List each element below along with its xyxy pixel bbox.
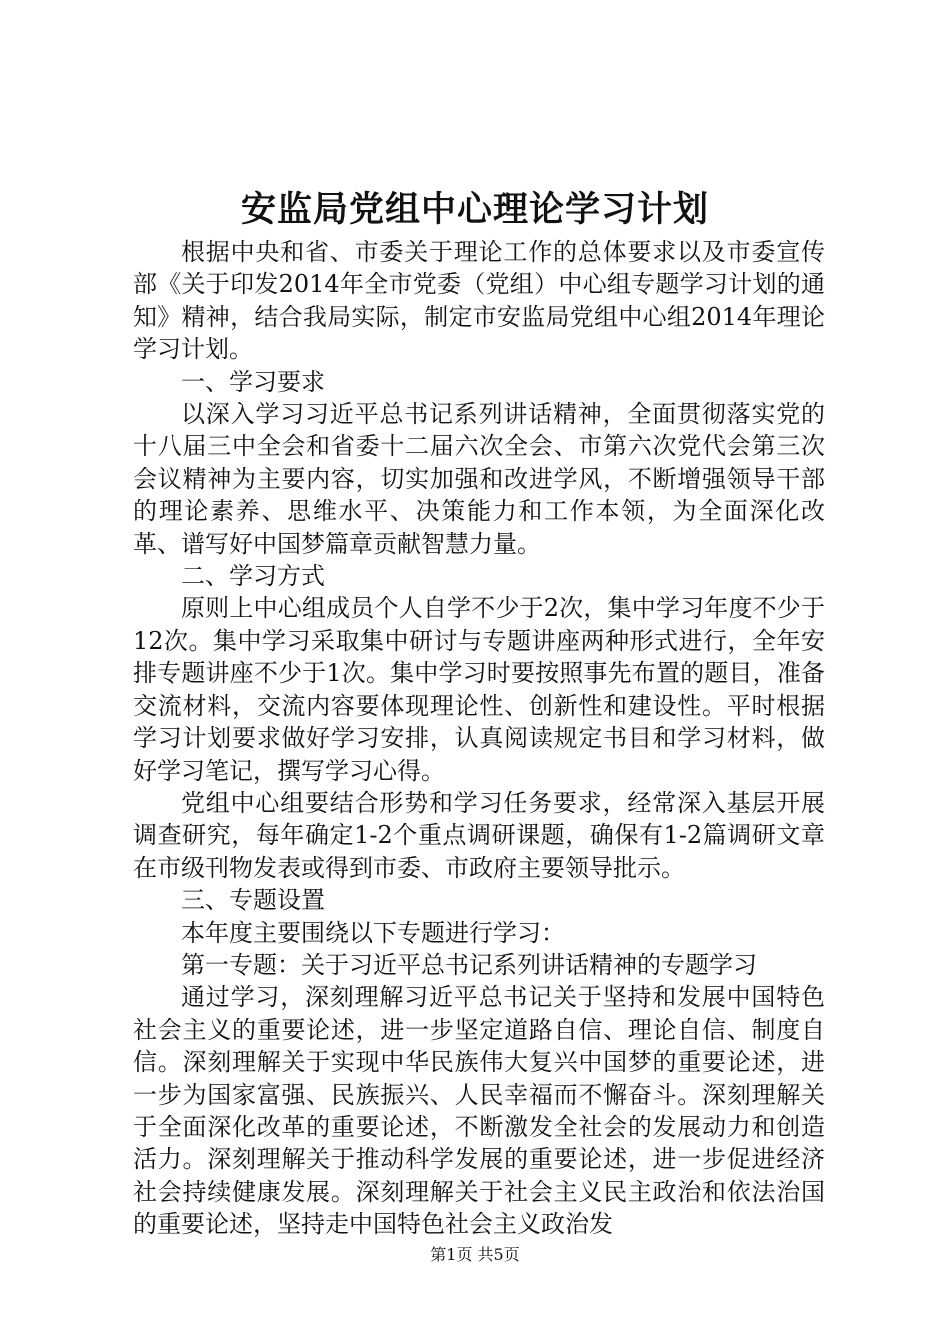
section-heading-methods: 二、学习方式: [181, 562, 325, 591]
topic-heading-first: 第一专题：关于习近平总书记系列讲话精神的专题学习: [181, 950, 757, 979]
document-title: 安监局党组中心理论学习计划: [240, 190, 709, 230]
section-heading-topics: 三、专题设置: [181, 886, 325, 915]
paragraph-topics-intro: 本年度主要围绕以下专题进行学习：: [181, 918, 565, 947]
paragraph-requirements: 以深入学习习近平总书记系列讲话精神，全面贯彻落实党的十八届三中全会和省委十二届六次全会、市第六次党代会第三次会议精神为主要内容，切实加强和改进学风，不断增强领导干部的理论素养、思维水平、决策能力和工作本领，为全面深化改革、谱写好中国梦篇章贡献智慧力量。: [133, 400, 825, 558]
page-footer: 第1页 共5页: [430, 1245, 520, 1264]
paragraph-research: 党组中心组要结合形势和学习任务要求，经常深入基层开展调查研究，每年确定1-2个重点调研课题，确保有1-2篇调研文章在市级刊物发表或得到市委、市政府主要领导批示。: [133, 788, 825, 882]
paragraph-first-topic: 通过学习，深刻理解习近平总书记关于坚持和发展中国特色社会主义的重要论述，进一步坚定道路自信、理论自信、制度自信。深刻理解关于实现中华民族伟大复兴中国梦的重要论述，进一步为国家富强、民族振兴、人民幸福而不懈奋斗。深刻理解关于全面深化改革的重要论述，不断激发全社会的发展动力和创造活力。深刻理解关于推动科学发展的重要论述，进一步促进经济社会持续健康发展。深刻理解关于社会主义民主政治和依法治国的重要论述，坚持走中国特色社会主义政治发: [133, 983, 825, 1239]
paragraph-intro: 根据中央和省、市委关于理论工作的总体要求以及市委宣传部《关于印发2014年全市党委（党组）中心组专题学习计划的通知》精神，结合我局实际，制定市安监局党组中心组2014年理论学习计划。: [133, 238, 825, 364]
section-heading-requirements: 一、学习要求: [181, 367, 325, 396]
document-body: [133, 236, 825, 1241]
paragraph-methods: 原则上中心组成员个人自学不少于2次，集中学习年度不少于12次。集中学习采取集中研讨与专题讲座两种形式进行，全年安排专题讲座不少于1次。集中学习时要按照事先布置的题目，准备交流材料，交流内容要体现理论性、创新性和建设性。平时根据学习计划要求做好学习安排，认真阅读规定书目和学习材料，做好学习笔记，撰写学习心得。: [133, 594, 825, 785]
